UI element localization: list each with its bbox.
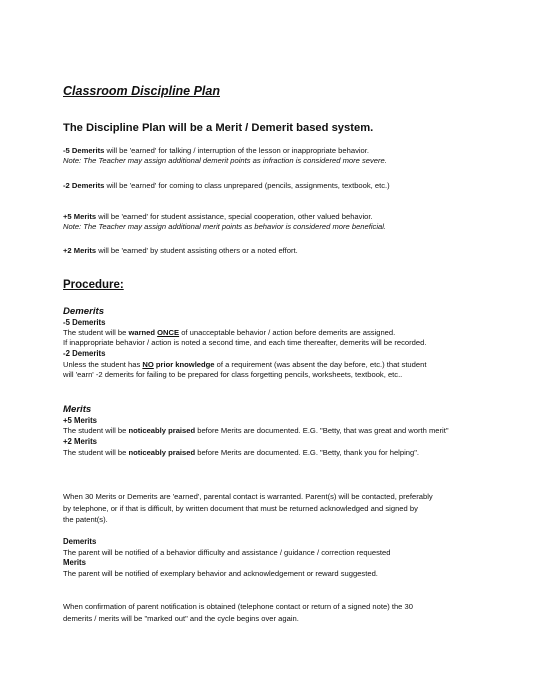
contact-merits-label: Merits — [63, 558, 86, 567]
text-span: before Merits are documented. E.G. "Betty, thank you for helping". — [195, 448, 420, 457]
text-span: before Merits are documented. E.G. "Betty, that was great and worth merit" — [195, 426, 449, 435]
contact-demerits-text: The parent will be notified of a behavior difficulty and assistance / guidance / correction requested — [63, 548, 391, 557]
procedure-plus5-text — [63, 426, 449, 436]
procedure-minus5-label: -5 Demerits — [63, 318, 106, 327]
rule-label: -2 Demerits — [63, 181, 105, 190]
contact-paragraph-line: the patent(s). — [63, 515, 108, 524]
procedure-merits-heading: Merits — [63, 404, 92, 415]
closing-paragraph-line: When confirmation of parent notification is obtained (telephone contact or return of a signed note) the 30 — [63, 602, 413, 611]
text-span: The student will be — [63, 328, 129, 337]
procedure-minus5-text — [63, 328, 395, 338]
procedure-plus2-label: +2 Merits — [63, 437, 98, 446]
procedure-plus5-label: +5 Merits — [63, 416, 98, 425]
procedure-minus2-text — [63, 360, 426, 370]
rule-text: will be 'earned' by student assisting others or a noted effort. — [96, 246, 298, 255]
rule-text: will be 'earned' for talking / interruption of the lesson or inappropriate behavior. — [104, 146, 369, 155]
rule-plus5-merits — [63, 212, 373, 222]
rule-note: Note: The Teacher may assign additional demerit points as infraction is considered more severe. — [63, 156, 387, 165]
procedure-minus5-text-2: If inappropriate behavior / action is noted a second time, and each time thereafter, demerits will be recorded. — [63, 338, 427, 347]
page-title: Classroom Discipline Plan — [63, 84, 220, 98]
contact-paragraph-line: by telephone, or if that is difficult, by written document that must be returned acknowledged and signed by — [63, 504, 418, 513]
contact-merits-text: The parent will be notified of exemplary behavior and acknowledgement or reward suggested. — [63, 569, 378, 578]
procedure-plus2-text — [63, 448, 419, 458]
procedure-demerits-heading: Demerits — [63, 306, 105, 317]
rule-text: will be 'earned' for student assistance, special cooperation, other valued behavior. — [96, 212, 373, 221]
rule-note: Note: The Teacher may assign additional merit points as behavior is considered more beneficial. — [63, 222, 387, 231]
rule-label: -5 Demerits — [63, 146, 105, 155]
bold-span: noticeably praised — [128, 426, 196, 435]
bold-underline-span: NO — [142, 360, 154, 369]
contact-paragraph-line: When 30 Merits or Demerits are 'earned', parental contact is warranted. Parent(s) will be contacted, preferably — [63, 492, 433, 501]
rule-minus2-demerits — [63, 181, 390, 191]
procedure-minus2-text-2: will 'earn' -2 demerits for failing to be prepared for class forgetting pencils, worksheets, textbook, etc.. — [63, 370, 403, 379]
text-span: The student will be — [63, 426, 129, 435]
procedure-heading: Procedure: — [63, 279, 124, 291]
procedure-minus2-label: -2 Demerits — [63, 349, 106, 358]
text-span: Unless the student has — [63, 360, 143, 369]
page-subtitle: The Discipline Plan will be a Merit / Demerit based system. — [63, 122, 374, 134]
rule-plus2-merits — [63, 246, 298, 256]
bold-span: warned — [128, 328, 158, 337]
closing-paragraph-line: demerits / merits will be "marked out" and the cycle begins over again. — [63, 614, 299, 623]
bold-span: noticeably praised — [128, 448, 196, 457]
text-span: The student will be — [63, 448, 129, 457]
text-span: of unacceptable behavior / action before demerits are assigned. — [179, 328, 396, 337]
contact-demerits-label: Demerits — [63, 537, 97, 546]
rule-minus5-demerits — [63, 146, 369, 156]
bold-span: prior knowledge — [153, 360, 215, 369]
rule-text: will be 'earned' for coming to class unprepared (pencils, assignments, textbook, etc.) — [104, 181, 390, 190]
rule-label: +2 Merits — [63, 246, 97, 255]
text-span: of a requirement (was absent the day before, etc.) that student — [214, 360, 427, 369]
bold-underline-span: ONCE — [157, 328, 180, 337]
rule-label: +5 Merits — [63, 212, 97, 221]
